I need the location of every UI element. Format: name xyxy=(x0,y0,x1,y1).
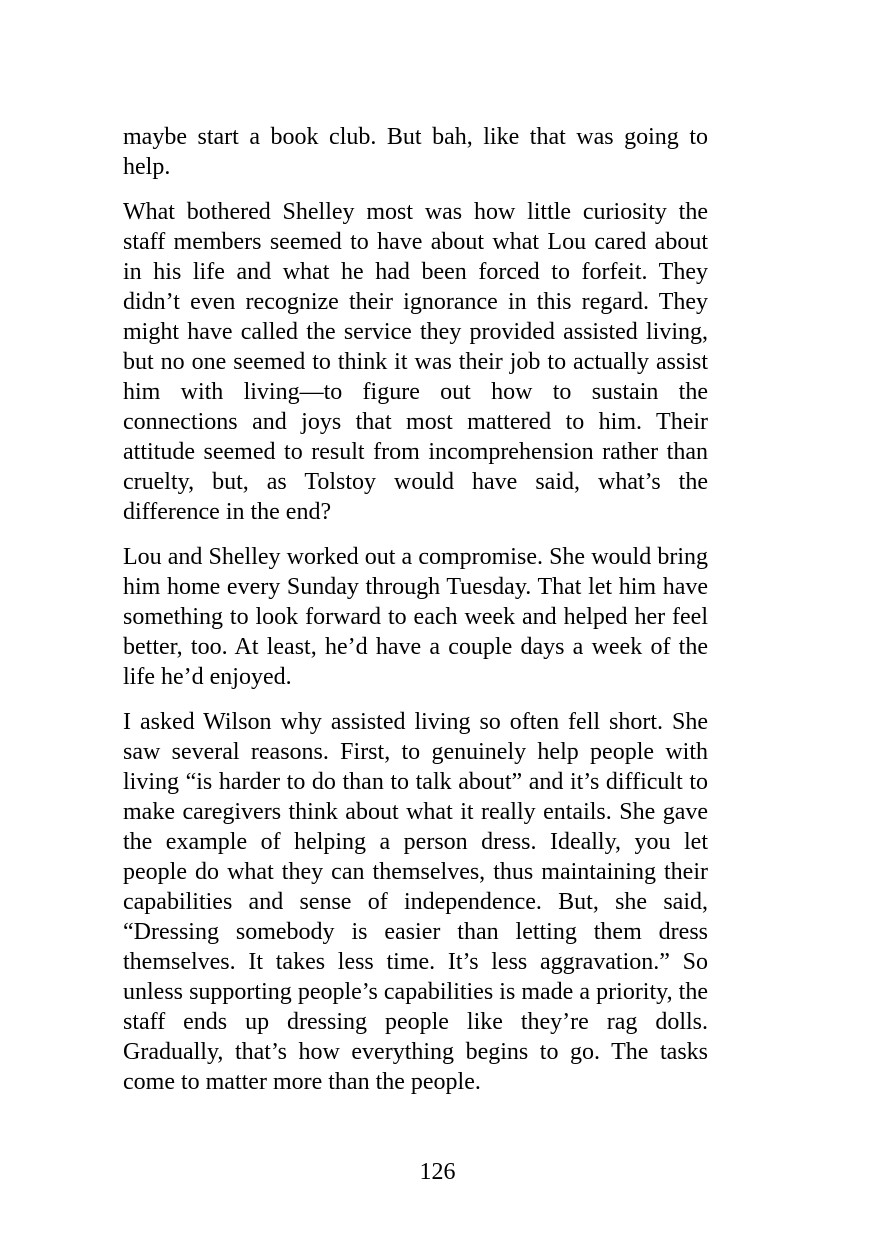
paragraph: Lou and Shelley worked out a compromise. She would bring him home every Sunday through Tuesday. That let him have something to look forward to each week and helped her feel better, too. At least, he’d have a couple days a week of the life he’d enjoyed. xyxy=(123,544,708,690)
paragraph: I asked Wilson why assisted living so often fell short. She saw several reasons. First, to genuinely help people with living “is harder to do than to talk about” and it’s difficult to make caregivers think about what it really entails. She gave the example of helping a person dress. Ideally, you let people do what they can themselves, thus maintaining their capabilities and sense of independence. But, she said, “Dressing somebody is easier than letting them dress themselves. It takes less time. It’s less aggravation.” So unless supporting people’s capabilities is made a priority, the staff ends up dressing people like they’re rag dolls. Gradually, that’s how everything begins to go. The tasks come to matter more than the people. xyxy=(123,709,708,1095)
paragraph: maybe start a book club. But bah, like that was going to help. xyxy=(123,124,708,180)
paragraph: What bothered Shelley most was how little curiosity the staff members seemed to have about what Lou cared about in his life and what he had been forced to forfeit. They didn’t even recognize their ignorance in this regard. They might have called the service they provided assisted living, but no one seemed to think it was their job to actually assist him with living—to figure out how to sustain the connections and joys that most mattered to him. Their attitude seemed to result from incomprehension rather than cruelty, but, as Tolstoy would have said, what’s the difference in the end? xyxy=(123,199,708,525)
page-number: 126 xyxy=(419,1159,456,1185)
